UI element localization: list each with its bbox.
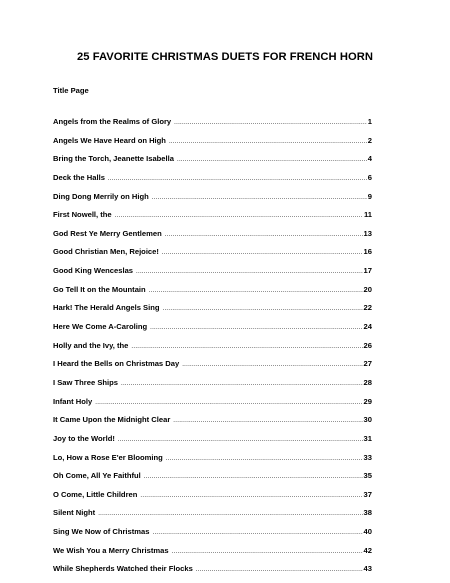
toc-entry-title: O Come, Little Children (53, 489, 138, 499)
toc-entry (53, 154, 372, 173)
toc-entry-page-number: 31 (363, 433, 372, 443)
toc-entry (53, 546, 372, 565)
toc-entry-title: Sing We Now of Christmas (53, 527, 150, 537)
dot-leader (182, 362, 362, 368)
toc-entry-title: Lo, How a Rose E'er Blooming (53, 452, 163, 462)
dot-leader (152, 195, 367, 201)
toc-entry-page-number: 33 (363, 452, 372, 462)
dot-leader (162, 306, 362, 312)
toc-entry-title: Bring the Torch, Jeanette Isabella (53, 154, 174, 164)
toc-entry-title: Silent Night (53, 508, 96, 518)
toc-entry (53, 359, 372, 378)
toc-entry-page-number: 29 (363, 396, 372, 406)
toc-entry-title: I Heard the Bells on Christmas Day (53, 359, 180, 369)
toc-entry-title: Deck the Halls (53, 172, 105, 182)
toc-entry (53, 471, 372, 490)
toc-entry-page-number: 2 (367, 135, 372, 145)
toc-entry (53, 453, 372, 472)
dot-leader (118, 437, 363, 443)
toc-entry-page-number: 16 (363, 247, 372, 257)
toc-entry-title: Holly and the Ivy, the (53, 340, 129, 350)
toc-entry (53, 192, 372, 211)
toc-entry (53, 397, 372, 416)
dot-leader (144, 474, 363, 480)
toc-entry-page-number: 9 (367, 191, 372, 201)
toc-entry-page-number: 26 (363, 340, 372, 350)
dot-leader (95, 400, 362, 406)
toc-entry (53, 229, 372, 248)
toc-entry-page-number: 17 (363, 266, 372, 276)
toc-entry-title: God Rest Ye Merry Gentlemen (53, 228, 162, 238)
table-of-contents (53, 117, 372, 583)
toc-entry (53, 117, 372, 136)
toc-entry-title: First Nowell, the (53, 210, 112, 220)
toc-entry (53, 322, 372, 341)
toc-entry (53, 266, 372, 285)
dot-leader (177, 157, 367, 163)
toc-entry-title: While Shepherds Watched their Flocks (53, 564, 193, 574)
toc-entry-page-number: 40 (363, 527, 372, 537)
toc-entry-title: It Came Upon the Midnight Clear (53, 415, 171, 425)
dot-leader (149, 288, 363, 294)
dot-leader (140, 493, 362, 499)
toc-entry-title: We Wish You a Merry Christmas (53, 545, 169, 555)
dot-leader (121, 381, 363, 387)
toc-entry-title: Here We Come A-Caroling (53, 322, 148, 332)
toc-entry (53, 247, 372, 266)
toc-entry (53, 136, 372, 155)
toc-entry (53, 341, 372, 360)
toc-entry-title: Good Christian Men, Rejoice! (53, 247, 159, 257)
dot-leader (196, 567, 363, 573)
dot-leader (150, 325, 362, 331)
dot-leader (173, 418, 362, 424)
toc-entry-page-number: 43 (363, 564, 372, 574)
toc-entry-page-number: 28 (363, 377, 372, 387)
toc-entry (53, 303, 372, 322)
dot-leader (174, 120, 367, 126)
toc-entry-page-number: 37 (363, 489, 372, 499)
toc-entry-page-number: 22 (363, 303, 372, 313)
toc-entry (53, 173, 372, 192)
toc-entry-title: Ding Dong Merrily on High (53, 191, 149, 201)
toc-entry-page-number: 13 (363, 228, 372, 238)
toc-entry (53, 527, 372, 546)
toc-entry-title: Go Tell It on the Mountain (53, 284, 146, 294)
dot-leader (172, 549, 363, 555)
toc-entry-page-number: 6 (367, 172, 372, 182)
toc-entry-page-number: 20 (363, 284, 372, 294)
dot-leader (162, 250, 363, 256)
dot-leader (169, 139, 367, 145)
dot-leader (108, 176, 367, 182)
toc-entry-page-number: 27 (363, 359, 372, 369)
toc-entry-title: Infant Holy (53, 396, 93, 406)
toc-entry (53, 285, 372, 304)
dot-leader (166, 456, 363, 462)
toc-entry-page-number: 4 (367, 154, 372, 164)
toc-entry (53, 434, 372, 453)
toc-entry-page-number: 42 (363, 545, 372, 555)
toc-entry (53, 210, 372, 229)
toc-entry-page-number: 38 (363, 508, 372, 518)
toc-entry-page-number: 35 (363, 471, 372, 481)
dot-leader (131, 344, 362, 350)
toc-entry (53, 415, 372, 434)
title-page-heading: Title Page (53, 86, 89, 95)
toc-entry (53, 490, 372, 509)
toc-entry (53, 508, 372, 527)
toc-entry (53, 564, 372, 583)
toc-entry-title: Oh Come, All Ye Faithful (53, 471, 141, 481)
toc-entry-page-number: 30 (363, 415, 372, 425)
document-title: 25 FAVORITE CHRISTMAS DUETS FOR FRENCH HORN (77, 51, 373, 63)
toc-entry-page-number: 11 (363, 210, 372, 220)
dot-leader (115, 213, 363, 219)
dot-leader (165, 232, 363, 238)
toc-entry-page-number: 24 (363, 322, 372, 332)
dot-leader (136, 269, 363, 275)
dot-leader (152, 530, 362, 536)
toc-entry-title: Hark! The Herald Angels Sing (53, 303, 160, 313)
toc-entry-title: Joy to the World! (53, 433, 115, 443)
toc-entry-title: Good King Wenceslas (53, 266, 134, 276)
dot-leader (98, 511, 362, 517)
toc-entry-title: Angels from the Realms of Glory (53, 117, 172, 126)
toc-entry-title: Angels We Have Heard on High (53, 135, 166, 145)
toc-entry (53, 378, 372, 397)
toc-entry-page-number: 1 (367, 117, 372, 126)
toc-entry-title: I Saw Three Ships (53, 377, 118, 387)
